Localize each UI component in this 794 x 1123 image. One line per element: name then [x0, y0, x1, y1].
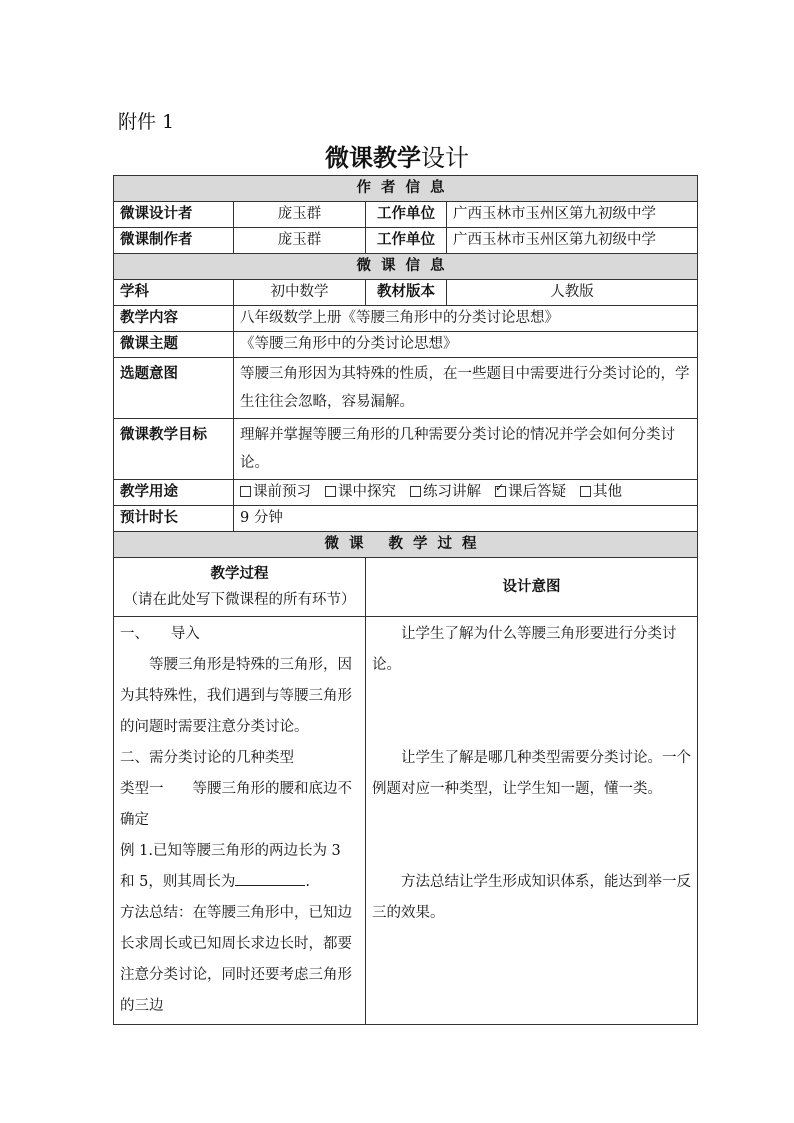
intent-2: 让学生了解是哪几种类型需要分类讨论。一个例题对应一种类型，让学生知一题，懂一类。 [372, 750, 691, 797]
goal-value: 理解并掌握等腰三角形的几种需要分类讨论的情况并学会如何分类讨论。 [234, 419, 698, 480]
course-section-heading: 微课信息 [114, 254, 698, 280]
content-label: 教学内容 [114, 306, 234, 332]
maker-name: 庞玉群 [234, 228, 366, 254]
edition-value: 人教版 [447, 280, 698, 306]
intent-1: 让学生了解为什么等腰三角形要进行分类讨论。 [372, 626, 677, 673]
process-column-header [114, 558, 366, 617]
intent-3: 方法总结让学生形成知识体系，能达到举一反三的效果。 [372, 874, 691, 921]
designer-unit: 广西玉林市玉州区第九初级中学 [447, 202, 698, 228]
usage-option[interactable]: ✓ 课后答疑 [495, 480, 566, 505]
col1-note: （请在此处写下微课程的所有环节） [123, 592, 356, 608]
subject-label: 学科 [114, 280, 234, 306]
usage-option[interactable]: 课中探究 [325, 480, 396, 505]
theme-label: 微课主题 [114, 332, 234, 358]
title-light: 设计 [421, 144, 469, 172]
maker-label: 微课制作者 [114, 228, 234, 254]
designer-name: 庞玉群 [234, 202, 366, 228]
process-section-heading: 微课 教学过程 [114, 532, 698, 558]
title-bold: 微课教学 [325, 144, 421, 172]
section1-text: 等腰三角形是特殊的三角形，因为其特殊性，我们遇到与等腰三角形的问题时需要注意分类讨论。 [120, 657, 352, 735]
col1-title: 教学过程 [210, 566, 269, 582]
author-section-heading: 作者信息 [114, 176, 698, 202]
method-summary: 方法总结：在等腰三角形中，已知边长求周长或已知周长求边长时，都要注意分类讨论，同时还要考虑三角形的三边 [120, 905, 352, 1014]
intent-content [366, 617, 698, 1025]
content-value: 八年级数学上册《等腰三角形中的分类讨论思想》 [234, 306, 698, 332]
checkbox-icon[interactable] [240, 486, 251, 497]
designer-label: 微课设计者 [114, 202, 234, 228]
checkbox-icon[interactable] [580, 486, 591, 497]
edition-label: 教材版本 [366, 280, 447, 306]
attachment-label: 附件 1 [118, 111, 175, 133]
goal-label: 微课教学目标 [114, 419, 234, 480]
duration-label: 预计时长 [114, 506, 234, 532]
answer-blank[interactable] [235, 871, 305, 886]
usage-label: 教学用途 [114, 480, 234, 506]
maker-unit-label: 工作单位 [366, 228, 447, 254]
designer-unit-label: 工作单位 [366, 202, 447, 228]
checkbox-icon[interactable] [410, 486, 421, 497]
usage-options [234, 480, 698, 506]
design-table [113, 175, 698, 1025]
checkbox-icon[interactable] [495, 486, 506, 497]
example1: 例 1.已知等腰三角形的两边长为 3 和 5，则其周长为 . [120, 843, 341, 890]
intent-column-header: 设计意图 [366, 558, 698, 617]
theme-value: 《等腰三角形中的分类讨论思想》 [234, 332, 698, 358]
intent-value: 等腰三角形因为其特殊的性质，在一些题目中需要进行分类讨论的，学生往往会忽略，容易漏解。 [234, 358, 698, 419]
section1-title: 一、 导入 [120, 626, 200, 642]
intent-label: 选题意图 [114, 358, 234, 419]
section2-title: 二、需分类讨论的几种类型 [120, 750, 294, 766]
process-content [114, 617, 366, 1025]
usage-option[interactable]: 其他 [580, 480, 622, 505]
checkbox-icon[interactable] [325, 486, 336, 497]
subject-value: 初中数学 [234, 280, 366, 306]
usage-option[interactable]: 课前预习 [240, 480, 311, 505]
page-title [0, 138, 794, 173]
type1-text: 类型一 等腰三角形的腰和底边不确定 [120, 781, 352, 828]
duration-value: 9 分钟 [234, 506, 698, 532]
usage-option[interactable]: 练习讲解 [410, 480, 481, 505]
maker-unit: 广西玉林市玉州区第九初级中学 [447, 228, 698, 254]
